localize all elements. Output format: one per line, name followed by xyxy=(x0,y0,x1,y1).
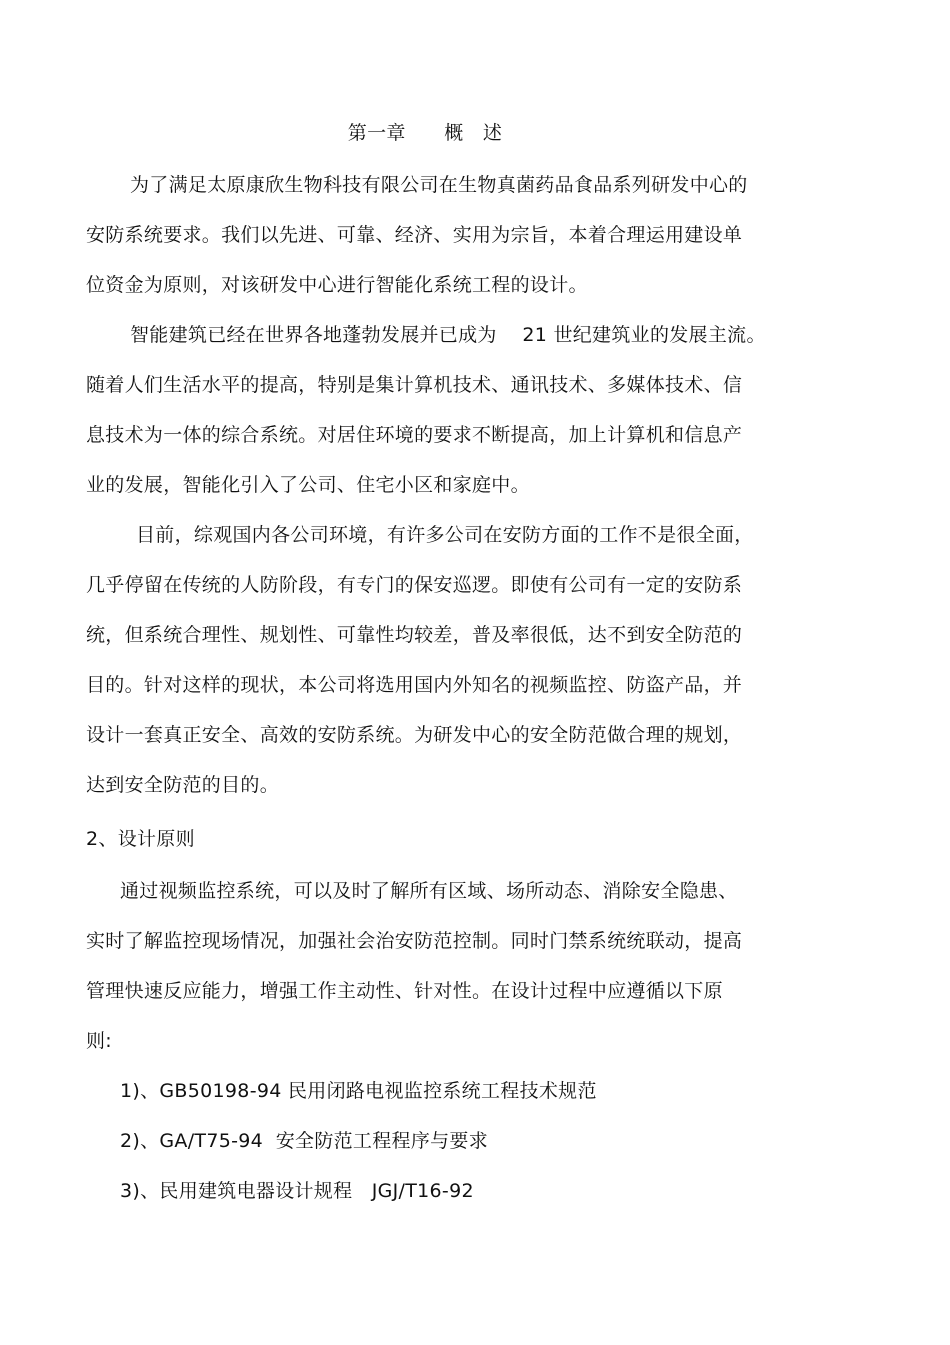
paragraph-1-line-1: 为了满足太原康欣生物科技有限公司在生物真菌药品食品系列研发中心的 xyxy=(130,174,748,196)
paragraph-2-line-4: 业的发展，智能化引入了公司、住宅小区和家庭中。 xyxy=(86,474,530,496)
paragraph-3-line-6: 达到安全防范的目的。 xyxy=(86,774,280,796)
list-item-1: 1)、GB50198-94 民用闭路电视监控系统工程技术规范 xyxy=(120,1080,597,1102)
paragraph-3-line-3: 统，但系统合理性、规划性、可靠性均较差，普及率很低，达不到安全防范的 xyxy=(86,624,743,646)
paragraph-3-line-2: 几乎停留在传统的人防阶段，有专门的保安巡逻。即使有公司有一定的安防系 xyxy=(86,574,743,596)
paragraph-4-line-2: 实时了解监控现场情况，加强社会治安防范控制。同时门禁系统统联动，提高 xyxy=(86,930,743,952)
paragraph-4-line-4: 则: xyxy=(86,1030,113,1052)
paragraph-2-line-1: 智能建筑已经在世界各地蓬勃发展并已成为 21 世纪建筑业的发展主流。 xyxy=(130,324,766,346)
paragraph-3-line-4: 目的。针对这样的现状，本公司将选用国内外知名的视频监控、防盗产品，并 xyxy=(86,674,743,696)
paragraph-3-line-1: 目前，综观国内各公司环境，有许多公司在安防方面的工作不是很全面， xyxy=(136,524,754,546)
paragraph-2-line-2: 随着人们生活水平的提高，特别是集计算机技术、通讯技术、多媒体技术、信 xyxy=(86,374,743,396)
section-heading: 2、设计原则 xyxy=(86,828,195,850)
paragraph-4-line-3: 管理快速反应能力，增强工作主动性、针对性。在设计过程中应遵循以下原 xyxy=(86,980,723,1002)
paragraph-2-line-3: 息技术为一体的综合系统。对居住环境的要求不断提高，加上计算机和信息产 xyxy=(86,424,743,446)
list-item-3: 3)、民用建筑电器设计规程 JGJ/T16-92 xyxy=(120,1180,474,1202)
paragraph-1-line-3: 位资金为原则，对该研发中心进行智能化系统工程的设计。 xyxy=(86,274,588,296)
paragraph-3-line-5: 设计一套真正安全、高效的安防系统。为研发中心的安全防范做合理的规划， xyxy=(86,724,743,746)
chapter-title: 第一章 概 述 xyxy=(347,122,503,144)
list-item-2: 2)、GA/T75-94 安全防范工程程序与要求 xyxy=(120,1130,489,1152)
paragraph-4-line-1: 通过视频监控系统，可以及时了解所有区域、场所动态、消除安全隐患、 xyxy=(120,880,738,902)
paragraph-1-line-2: 安防系统要求。我们以先进、可靠、经济、实用为宗旨，本着合理运用建设单 xyxy=(86,224,743,246)
